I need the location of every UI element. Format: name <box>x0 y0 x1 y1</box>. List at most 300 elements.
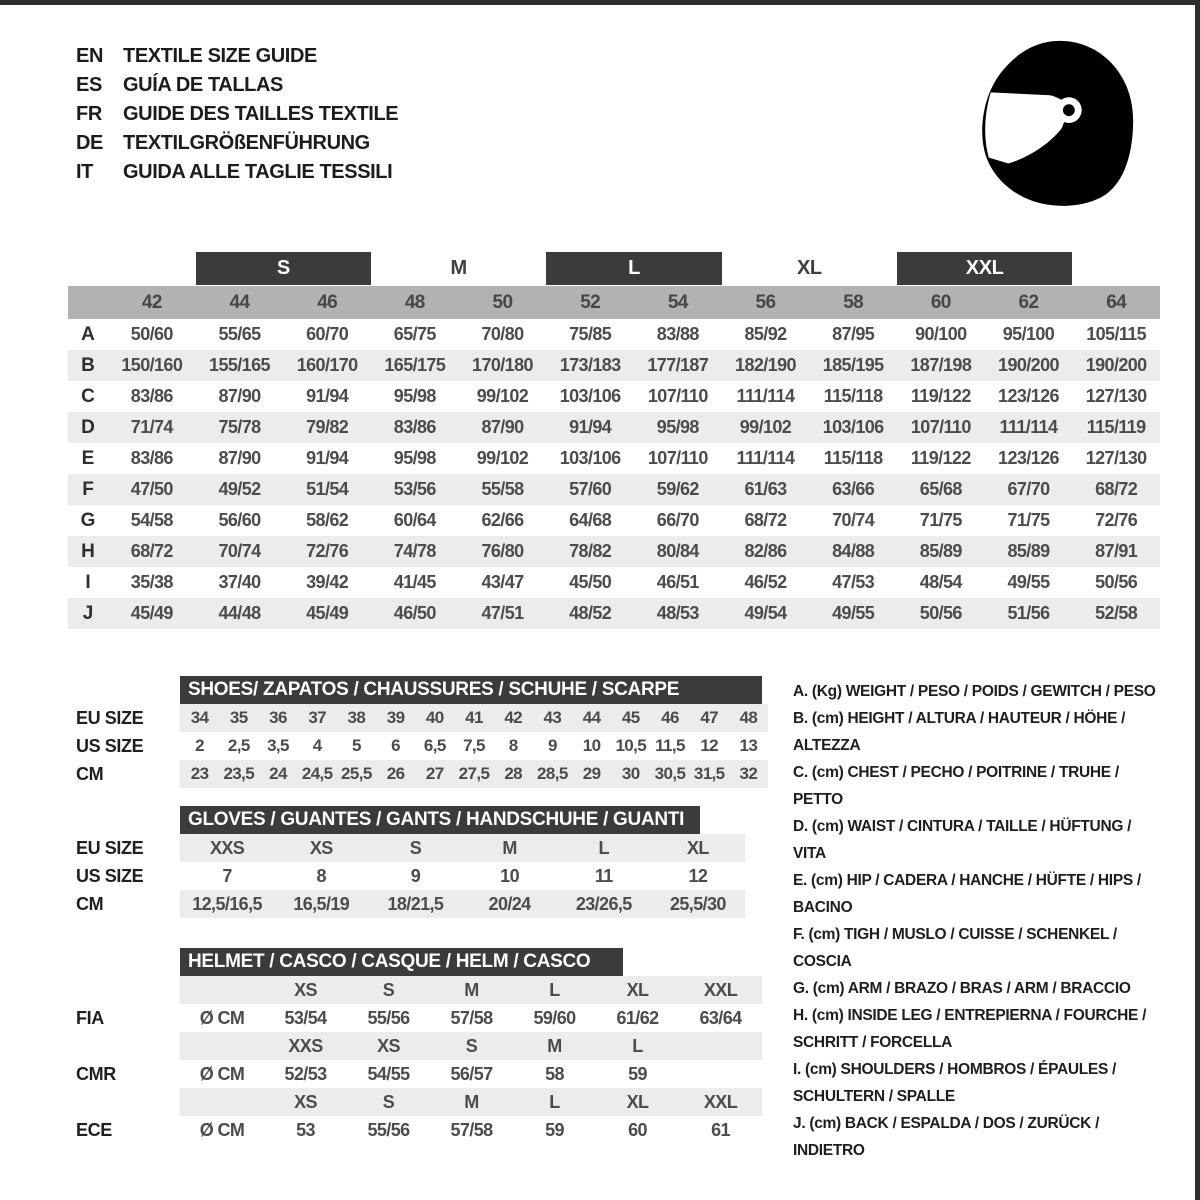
table-cell: 70/74 <box>218 541 261 561</box>
table-cell: XXL <box>703 979 738 1000</box>
table-cell: 44 <box>229 291 250 313</box>
table-cell: 83/86 <box>130 448 173 468</box>
table-cell: 51/56 <box>1007 603 1050 623</box>
table-cell: 91/94 <box>306 448 349 468</box>
table-cell: 58 <box>545 1063 564 1084</box>
table-cell: 42 <box>141 291 162 313</box>
table-cell: 20/24 <box>488 893 531 914</box>
table-row-j <box>68 598 1160 629</box>
table-cell: 123/126 <box>998 448 1059 468</box>
table-cell: 28 <box>504 764 523 783</box>
table-row-c <box>68 381 1160 412</box>
shoes-header-row <box>68 676 768 704</box>
table-cell: 42 <box>504 708 523 727</box>
table-cell: 62 <box>1018 291 1039 313</box>
table-cell: 190/200 <box>998 355 1059 375</box>
table-cell: 3,5 <box>267 736 289 755</box>
table-cell: 7 <box>222 865 232 886</box>
table-cell: 36 <box>269 708 287 727</box>
table-cell: 50/60 <box>130 324 173 344</box>
gloves-us-values <box>180 862 745 890</box>
helmet-cmr-values <box>180 1060 762 1088</box>
table-cell: 177/187 <box>647 355 709 375</box>
table-cell: 27 <box>425 764 444 783</box>
helmet-ece-values <box>180 1116 762 1144</box>
table-cell: 48/52 <box>569 603 612 623</box>
row-label: B <box>81 354 95 376</box>
standard-label: ECE <box>76 1119 112 1140</box>
table-cell: L <box>549 1091 560 1112</box>
table-cell: 30,5 <box>654 764 686 783</box>
table-cell: 47/51 <box>481 603 524 623</box>
table-cell: 99/102 <box>476 448 529 468</box>
shoes-us-values <box>180 732 768 760</box>
table-cell: 71/74 <box>130 417 173 437</box>
size-group-xl: XL <box>796 257 822 279</box>
table-cell: S <box>409 837 422 858</box>
table-cell: 26 <box>386 764 405 783</box>
table-cell: S <box>382 1091 395 1112</box>
table-cell: 35/38 <box>130 572 173 592</box>
row-label: C <box>81 385 95 407</box>
helmet-cmr-sizes <box>180 1032 762 1060</box>
table-cell: 44/48 <box>218 603 261 623</box>
table-cell: 127/130 <box>1085 386 1147 406</box>
table-cell: 50/56 <box>1095 572 1138 592</box>
table-cell: 63/66 <box>832 479 875 499</box>
helmet-section-header: HELMET / CASCO / CASQUE / HELM / CASCO <box>180 948 623 976</box>
table-cell: 65/75 <box>393 324 436 344</box>
table-cell: 80/84 <box>656 541 699 561</box>
table-cell: 68/72 <box>1095 479 1138 499</box>
legend-line-c: C. (cm) CHEST / PECHO / POITRINE / TRUHE / PETTO <box>793 764 1119 808</box>
row-label: E <box>81 447 95 469</box>
table-row-g <box>68 505 1160 536</box>
table-cell: 115/118 <box>823 448 883 468</box>
table-row-e <box>68 443 1160 474</box>
table-cell: 12 <box>700 736 719 755</box>
table-cell: 12 <box>688 865 708 886</box>
table-cell: 115/119 <box>1086 417 1146 437</box>
legend-line-d: D. (cm) WAIST / CINTURA / TAILLE / HÜFTUNG / VITA <box>793 818 1132 862</box>
table-cell: 61 <box>711 1119 730 1140</box>
shoes-us-row <box>68 732 768 760</box>
table-cell: 24,5 <box>301 764 333 783</box>
table-cell: 111/114 <box>736 448 795 468</box>
table-cell: 99/102 <box>739 417 792 437</box>
table-cell: 51/54 <box>306 479 349 499</box>
table-cell: XS <box>309 837 333 858</box>
legend-line-f: F. (cm) TIGH / MUSLO / CUISSE / SCHENKEL / COSCIA <box>793 926 1117 970</box>
table-cell: 70/80 <box>481 324 524 344</box>
gloves-header-row <box>68 806 768 834</box>
row-label: EU SIZE <box>76 837 144 858</box>
shoes-eu-row <box>68 704 768 732</box>
helmet-header-row <box>68 948 768 976</box>
table-cell: 74/78 <box>393 541 436 561</box>
table-row-f <box>68 474 1160 505</box>
row-label: D <box>81 416 95 438</box>
table-cell: 48 <box>404 291 425 313</box>
table-cell: 48 <box>739 708 758 727</box>
table-cell: 25,5/30 <box>669 893 726 914</box>
table-cell: 41 <box>465 708 483 727</box>
table-cell: 57/58 <box>450 1007 493 1028</box>
gloves-cm-values <box>180 890 745 918</box>
table-cell: 12,5/16,5 <box>192 893 262 914</box>
top-border <box>0 0 1200 5</box>
table-cell: 9 <box>547 736 557 755</box>
language-row <box>76 42 398 71</box>
table-cell: XXL <box>703 1091 738 1112</box>
standard-label: FIA <box>76 1007 104 1028</box>
shoes-section-header: SHOES/ ZAPATOS / CHAUSSURES / SCHUHE / SCARPE <box>180 676 762 704</box>
table-cell: 72/76 <box>1095 510 1138 530</box>
table-cell: 13 <box>739 736 758 755</box>
table-cell: 40 <box>425 708 444 727</box>
table-cell: 61/63 <box>744 479 787 499</box>
table-cell: 85/92 <box>744 324 787 344</box>
helmet-fia-values <box>180 1004 762 1032</box>
table-cell: 160/170 <box>296 355 358 375</box>
table-row-h <box>68 536 1160 567</box>
table-cell: 28,5 <box>537 764 568 783</box>
table-cell: 165/175 <box>384 355 446 375</box>
table-cell: 99/102 <box>476 386 529 406</box>
table-cell: 23 <box>190 764 209 783</box>
table-cell: 61/62 <box>616 1007 659 1028</box>
table-cell: 18/21,5 <box>387 893 444 914</box>
gloves-us-row <box>68 862 768 890</box>
table-cell: 76/80 <box>481 541 524 561</box>
row-label: H <box>81 540 95 562</box>
table-cell: 187/198 <box>910 355 972 375</box>
language-row <box>76 100 398 129</box>
table-cell: 107/110 <box>647 448 708 468</box>
table-cell: 41/45 <box>393 572 436 592</box>
table-cell: 68/72 <box>744 510 787 530</box>
table-cell: 10 <box>500 865 519 886</box>
table-cell: 87/91 <box>1095 541 1138 561</box>
table-cell: 103/106 <box>822 417 884 437</box>
table-cell: 53/54 <box>284 1007 327 1028</box>
table-cell: 170/180 <box>472 355 533 375</box>
table-cell: 68/72 <box>130 541 173 561</box>
table-cell: 52/53 <box>284 1063 327 1084</box>
table-cell: 50 <box>492 291 513 313</box>
table-cell: 60 <box>930 291 951 313</box>
diameter-unit: Ø CM <box>199 1119 245 1140</box>
table-cell: 103/106 <box>559 448 621 468</box>
table-cell: 54/55 <box>367 1063 410 1084</box>
row-label: J <box>82 602 94 624</box>
gloves-eu-row <box>68 834 768 862</box>
accessory-size-tables <box>68 676 768 1144</box>
language-code: ES <box>76 74 102 96</box>
table-cell: XS <box>294 979 317 1000</box>
table-cell: 6,5 <box>423 736 446 755</box>
diameter-unit: Ø CM <box>199 1007 245 1028</box>
table-cell: L <box>632 1035 643 1056</box>
row-label: F <box>82 478 94 500</box>
language-title: GUIDA ALLE TAGLIE TESSILI <box>123 161 393 183</box>
textile-size-table <box>68 252 1160 629</box>
table-cell: 46/52 <box>744 572 787 592</box>
legend-line-b: B. (cm) HEIGHT / ALTURA / HAUTEUR / HÖHE / ALTEZZA <box>793 710 1126 754</box>
table-cell: 35 <box>229 708 248 727</box>
table-cell: 185/195 <box>822 355 884 375</box>
table-cell: 95/98 <box>656 417 699 437</box>
table-cell: 58/62 <box>306 510 349 530</box>
language-title: TEXTILE SIZE GUIDE <box>123 45 317 67</box>
table-cell: 53/56 <box>393 479 436 499</box>
table-cell: 34 <box>190 708 209 727</box>
table-cell: 79/82 <box>306 417 349 437</box>
table-cell: 57/58 <box>450 1119 493 1140</box>
helmet-ece-row <box>68 1116 768 1144</box>
table-row-i <box>68 567 1160 598</box>
right-border <box>1195 0 1200 1200</box>
standard-label: CMR <box>76 1063 116 1084</box>
table-cell: 59 <box>545 1119 564 1140</box>
table-cell: XL <box>687 837 709 858</box>
table-cell: 30 <box>621 764 640 783</box>
table-cell: 23,5 <box>223 764 255 783</box>
table-cell: 46 <box>317 291 338 313</box>
table-cell: 37/40 <box>218 572 261 592</box>
table-cell: 119/122 <box>910 448 971 468</box>
table-cell: XXS <box>209 837 245 858</box>
table-cell: 56/60 <box>218 510 261 530</box>
table-cell: 25,5 <box>341 764 372 783</box>
language-code: DE <box>76 132 103 154</box>
table-row-d <box>68 412 1160 443</box>
shoes-eu-values <box>180 704 768 732</box>
legend-line-h: H. (cm) INSIDE LEG / ENTREPIERNA / FOURCHE / SCHRITT / FORCELLA <box>793 1007 1147 1051</box>
helmet-cmr-row <box>68 1060 768 1088</box>
table-cell: 46 <box>661 708 679 727</box>
language-code: IT <box>76 161 93 183</box>
size-group-header-row <box>68 252 1160 285</box>
language-title: GUÍA DE TALLAS <box>123 74 283 96</box>
table-cell: 62/66 <box>481 510 524 530</box>
table-cell: 72/76 <box>306 541 349 561</box>
table-cell: 82/86 <box>744 541 787 561</box>
measurement-legend <box>793 678 1167 1164</box>
table-cell: 47 <box>700 708 719 727</box>
gloves-eu-values <box>180 834 745 862</box>
table-cell: 39 <box>386 708 405 727</box>
table-cell: 70/74 <box>832 510 875 530</box>
table-cell: 46/51 <box>656 572 699 592</box>
table-row-b <box>68 350 1160 381</box>
table-cell: 6 <box>391 736 401 755</box>
helmet-ece-sizes <box>180 1088 762 1116</box>
table-cell: 58 <box>843 291 864 313</box>
table-cell: 111/114 <box>736 386 795 406</box>
table-cell: 7,5 <box>463 736 485 755</box>
table-cell: 45/50 <box>569 572 612 592</box>
table-cell: 103/106 <box>559 386 621 406</box>
table-cell: XS <box>377 1035 400 1056</box>
table-cell: 4 <box>312 736 322 755</box>
table-cell: 83/88 <box>656 324 699 344</box>
helmet-fia-sizes <box>180 976 762 1004</box>
table-cell: 107/110 <box>647 386 708 406</box>
table-cell: 48/53 <box>656 603 699 623</box>
table-cell: L <box>598 837 609 858</box>
row-label: CM <box>76 763 104 784</box>
table-cell: 111/114 <box>999 417 1058 437</box>
language-title: TEXTILGRÖßENFÜHRUNG <box>123 132 370 154</box>
table-cell: 49/52 <box>218 479 261 499</box>
table-cell: 60/70 <box>306 324 349 344</box>
table-cell: 47/50 <box>130 479 173 499</box>
row-label: CM <box>76 893 104 914</box>
language-code: FR <box>76 103 102 125</box>
table-cell: 49/55 <box>832 603 875 623</box>
language-row <box>76 71 398 100</box>
racing-helmet-icon <box>975 33 1137 211</box>
table-cell: 56 <box>755 291 776 313</box>
legend-line-g: G. (cm) ARM / BRAZO / BRAS / ARM / BRACCIO <box>793 980 1131 997</box>
table-cell: 155/165 <box>209 355 270 375</box>
table-cell: 105/115 <box>1086 324 1147 344</box>
table-cell: 10,5 <box>615 736 647 755</box>
table-cell: 64 <box>1106 291 1127 313</box>
table-cell: 90/100 <box>915 324 967 344</box>
table-cell: 83/86 <box>393 417 436 437</box>
numeric-size-header-row <box>68 286 1160 319</box>
table-cell: 23/26,5 <box>575 893 632 914</box>
table-cell: 49/55 <box>1007 572 1050 592</box>
table-cell: 63/64 <box>699 1007 742 1028</box>
table-cell: 119/122 <box>910 386 971 406</box>
legend-line-i: I. (cm) SHOULDERS / HOMBROS / ÉPAULES / SCHULTERN / SPALLE <box>793 1061 1117 1105</box>
table-cell: 54 <box>667 291 688 313</box>
table-cell: 32 <box>739 764 758 783</box>
table-cell: 60/64 <box>393 510 436 530</box>
table-cell: 60 <box>628 1119 647 1140</box>
table-cell: 85/89 <box>1007 541 1050 561</box>
table-cell: 37 <box>308 708 327 727</box>
table-cell: 47/53 <box>832 572 875 592</box>
table-cell: 48/54 <box>919 572 962 592</box>
table-cell: 78/82 <box>569 541 612 561</box>
table-cell: 75/78 <box>218 417 261 437</box>
table-cell: 95/98 <box>393 386 436 406</box>
table-row-a <box>68 319 1160 350</box>
table-cell: 87/90 <box>481 417 524 437</box>
size-group-s: S <box>196 252 371 285</box>
table-cell: S <box>382 979 395 1000</box>
table-cell: XL <box>626 979 649 1000</box>
row-label: A <box>81 323 95 345</box>
table-cell: 173/183 <box>559 355 621 375</box>
table-cell: 8 <box>316 865 326 886</box>
table-cell: 24 <box>269 764 287 783</box>
table-cell: 52 <box>580 291 601 313</box>
table-cell: 87/90 <box>218 386 261 406</box>
table-cell: 27,5 <box>458 764 490 783</box>
table-cell: XL <box>626 1091 649 1112</box>
table-cell: 66/70 <box>656 510 699 530</box>
helmet-fia-sizes-row <box>68 976 768 1004</box>
row-label: EU SIZE <box>76 707 144 728</box>
table-cell: 44 <box>582 708 601 727</box>
table-cell: 8 <box>508 736 518 755</box>
table-cell: 83/86 <box>130 386 173 406</box>
table-cell: 52/58 <box>1095 603 1138 623</box>
size-group-xxl: XXL <box>897 252 1072 285</box>
helmet-fia-row <box>68 1004 768 1032</box>
table-cell: 87/90 <box>218 448 261 468</box>
table-cell: 71/75 <box>1007 510 1050 530</box>
table-cell: 64/68 <box>569 510 612 530</box>
table-cell: 2,5 <box>227 736 250 755</box>
table-cell: 5 <box>351 736 361 755</box>
table-cell: 2 <box>195 736 205 755</box>
table-cell: 16,5/19 <box>293 893 350 914</box>
table-cell: 53 <box>296 1119 315 1140</box>
table-cell: 59/62 <box>656 479 699 499</box>
helmet-ece-sizes-row <box>68 1088 768 1116</box>
table-cell: 31,5 <box>693 764 725 783</box>
table-cell: M <box>502 837 517 858</box>
table-cell: 55/56 <box>367 1007 410 1028</box>
table-cell: 127/130 <box>1085 448 1147 468</box>
legend-line-e: E. (cm) HIP / CADERA / HANCHE / HÜFTE / HIPS / BACINO <box>793 872 1141 916</box>
table-cell: 59 <box>628 1063 647 1084</box>
table-cell: 150/160 <box>121 355 183 375</box>
table-cell: 59/60 <box>533 1007 576 1028</box>
table-cell: S <box>465 1035 478 1056</box>
row-label: I <box>85 571 91 593</box>
table-cell: 65/68 <box>919 479 962 499</box>
table-cell: 11,5 <box>655 736 685 755</box>
table-cell: 71/75 <box>919 510 962 530</box>
language-title: GUIDE DES TAILLES TEXTILE <box>123 103 399 125</box>
table-cell: 45/49 <box>306 603 349 623</box>
size-group-m: M <box>450 257 467 279</box>
table-cell: 45 <box>621 708 640 727</box>
table-cell: 55/56 <box>367 1119 410 1140</box>
table-cell: 87/95 <box>832 324 875 344</box>
table-cell: 95/98 <box>393 448 436 468</box>
table-cell: 38 <box>347 708 366 727</box>
row-label: US SIZE <box>76 865 144 886</box>
table-cell: 54/58 <box>130 510 173 530</box>
table-cell: 55/65 <box>218 324 261 344</box>
legend-line-j: J. (cm) BACK / ESPALDA / DOS / ZURÜCK / INDIETRO <box>793 1115 1100 1159</box>
row-label: G <box>80 509 96 531</box>
table-cell: 115/118 <box>823 386 883 406</box>
table-cell: 49/54 <box>744 603 787 623</box>
gloves-section-header: GLOVES / GUANTES / GANTS / HANDSCHUHE / GUANTI <box>180 806 700 834</box>
table-cell: 190/200 <box>1085 355 1147 375</box>
table-cell: 11 <box>594 865 613 886</box>
table-cell: 10 <box>582 736 601 755</box>
table-cell: 9 <box>410 865 421 886</box>
shoes-cm-values <box>180 760 768 788</box>
table-cell: 91/94 <box>306 386 349 406</box>
table-cell: 39/42 <box>306 572 349 592</box>
table-cell: 75/85 <box>569 324 612 344</box>
row-label: US SIZE <box>76 735 144 756</box>
table-cell: 123/126 <box>998 386 1059 406</box>
language-row <box>76 129 398 158</box>
table-cell: XXS <box>288 1035 323 1056</box>
